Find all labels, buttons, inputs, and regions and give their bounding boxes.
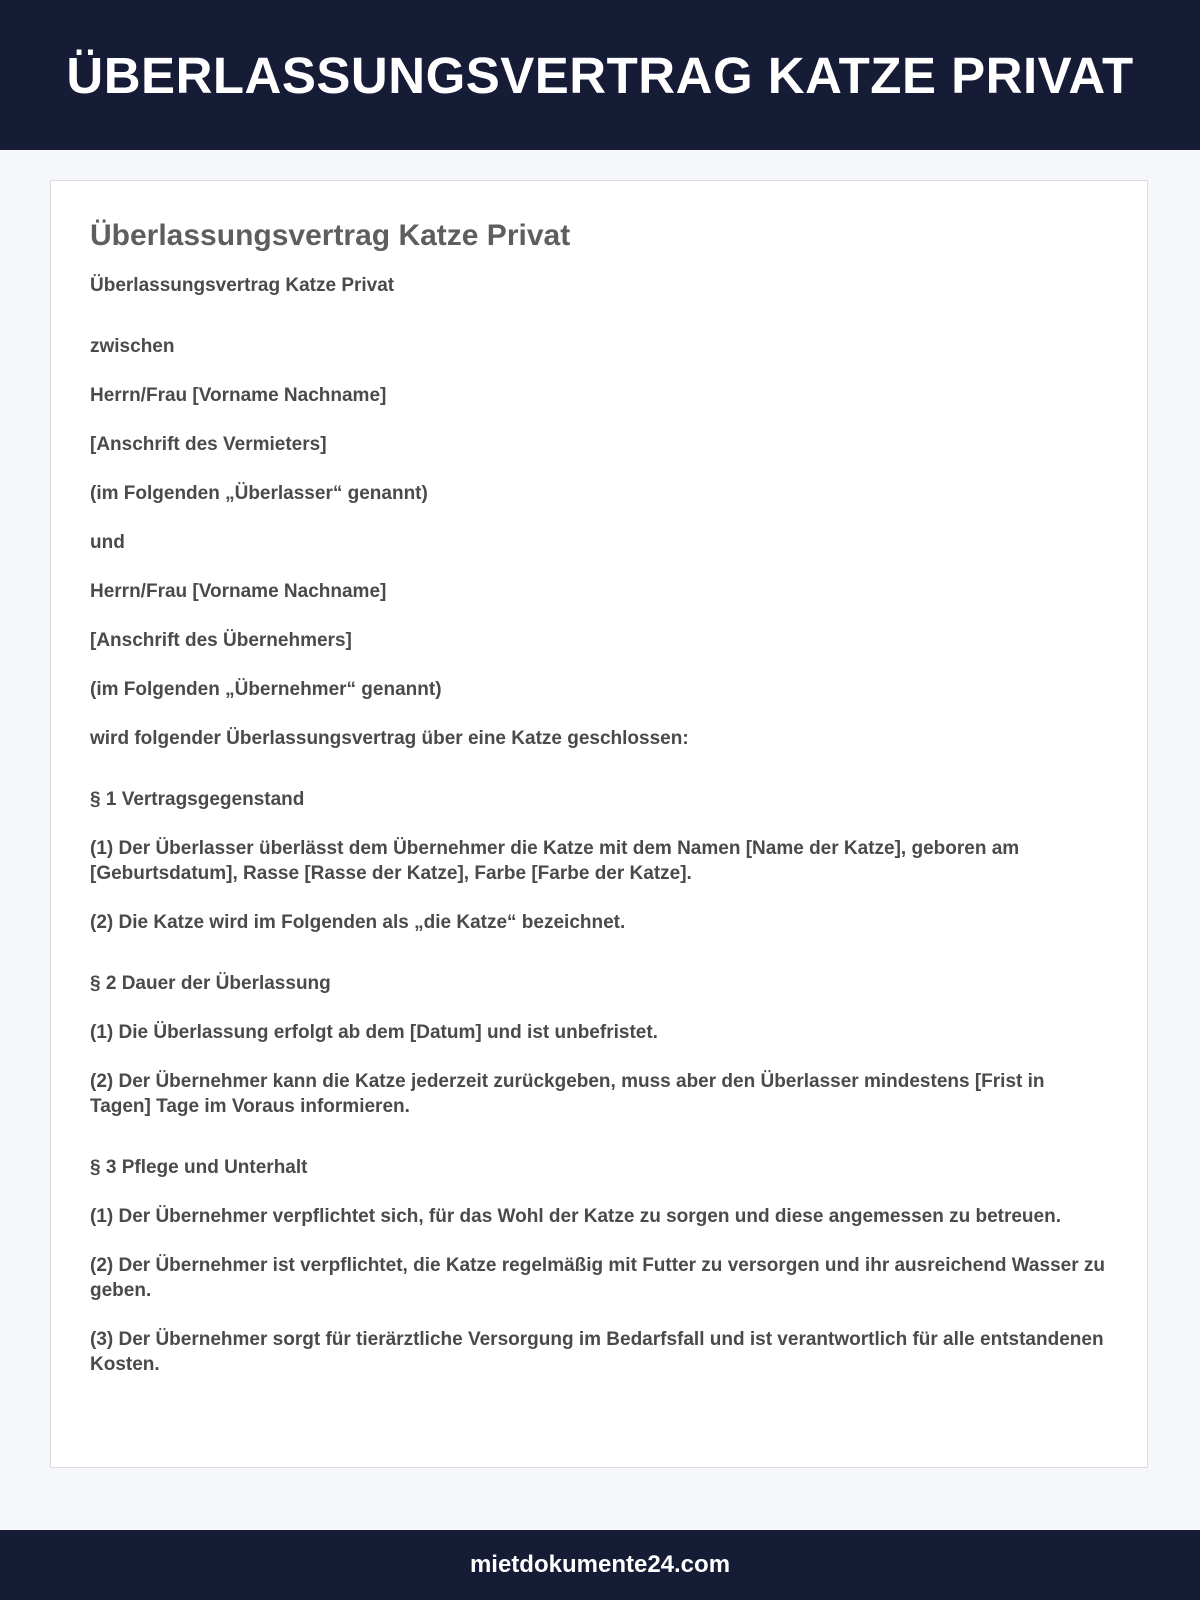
section-paragraph: (1) Der Übernehmer verpflichtet sich, für das Wohl der Katze zu sorgen und diese angemessen zu betreuen.	[90, 1206, 1061, 1227]
section-vertragsgegenstand	[90, 787, 1108, 935]
section-paragraph: (2) Die Katze wird im Folgenden als „die Katze“ bezeichnet.	[90, 912, 626, 933]
document-title: Überlassungsvertrag Katze Privat	[90, 219, 571, 252]
party-line: Herrn/Frau [Vorname Nachname]	[90, 385, 387, 406]
document-card	[50, 180, 1148, 1468]
section-paragraph: (3) Der Übernehmer sorgt für tierärztliche Versorgung im Bedarfsfall und ist verantwortlich für alle entstandenen Kosten.	[90, 1329, 1104, 1375]
party-line: zwischen	[90, 336, 175, 357]
section-heading: § 2 Dauer der Überlassung	[90, 973, 331, 994]
section-heading: § 3 Pflege und Unterhalt	[90, 1157, 308, 1178]
contract-parties	[90, 334, 1108, 702]
contract-intro: wird folgender Überlassungsvertrag über eine Katze geschlossen:	[90, 728, 689, 749]
footer-site-link[interactable]: mietdokumente24.com	[469, 1551, 731, 1578]
party-line: Herrn/Frau [Vorname Nachname]	[90, 581, 387, 602]
party-line: und	[90, 532, 125, 553]
section-paragraph: (1) Die Überlassung erfolgt ab dem [Datum] und ist unbefristet.	[90, 1022, 658, 1043]
page-title: ÜBERLASSUNGSVERTRAG KATZE PRIVAT	[66, 46, 1134, 104]
section-paragraph: (2) Der Übernehmer kann die Katze jederzeit zurückgeben, muss aber den Überlasser mindestens [Frist in Tagen] Tage im Voraus informieren.	[90, 1071, 1045, 1117]
section-heading: § 1 Vertragsgegenstand	[90, 789, 305, 810]
section-paragraph: (2) Der Übernehmer ist verpflichtet, die Katze regelmäßig mit Futter zu versorgen und ihr ausreichend Wasser zu geben.	[90, 1255, 1105, 1301]
document-subtitle: Überlassungsvertrag Katze Privat	[90, 275, 395, 296]
site-header	[0, 0, 1200, 150]
party-line: (im Folgenden „Überlasser“ genannt)	[90, 483, 428, 504]
site-footer	[0, 1530, 1200, 1600]
party-line: [Anschrift des Übernehmers]	[90, 630, 352, 651]
party-line: (im Folgenden „Übernehmer“ genannt)	[90, 679, 442, 700]
section-pflege	[90, 1155, 1108, 1377]
section-paragraph: (1) Der Überlasser überlässt dem Übernehmer die Katze mit dem Namen [Name der Katze], geboren am [Geburtsdatum], Rasse [Rasse der Katze], Farbe [Farbe der Katze].	[90, 838, 1020, 884]
party-line: [Anschrift des Vermieters]	[90, 434, 327, 455]
section-dauer	[90, 971, 1108, 1119]
